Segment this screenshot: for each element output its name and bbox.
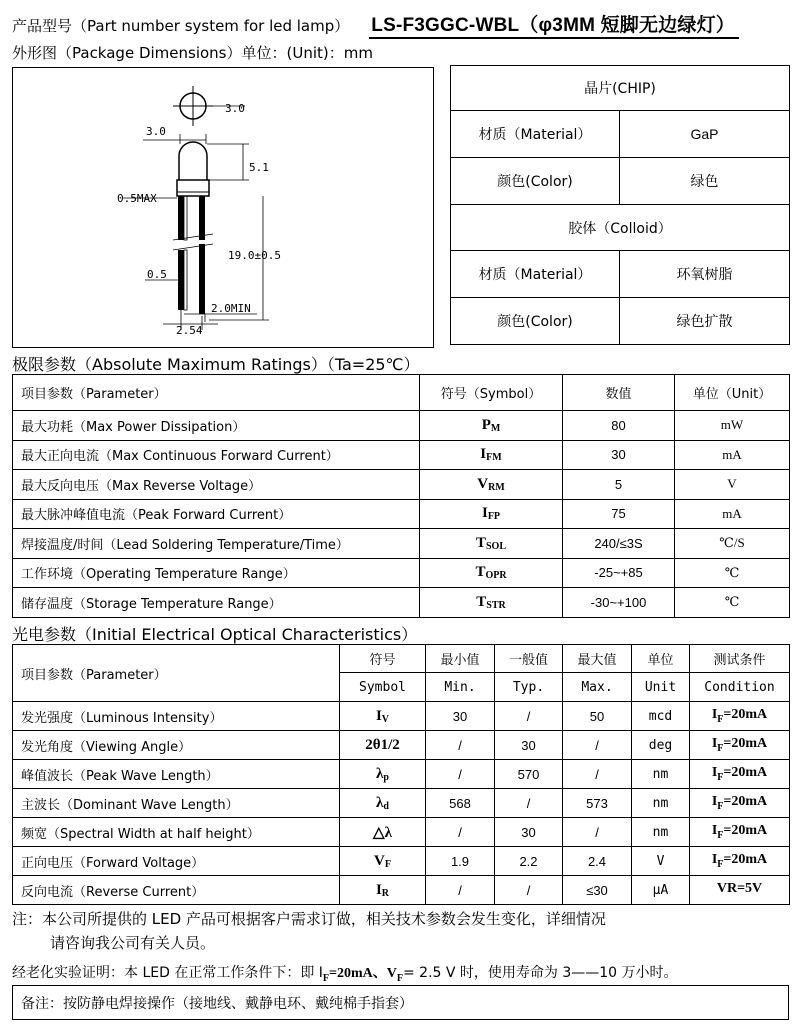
symbol-main: I <box>375 707 382 724</box>
abs-value: -25~+85 <box>563 558 675 588</box>
opt-min: / <box>426 760 495 789</box>
opt-header-min-en: Min. <box>426 673 495 702</box>
dim-pitch: 2.54 <box>176 324 203 337</box>
aging-note <box>12 962 678 984</box>
optical-row <box>13 731 790 760</box>
abs-value: 75 <box>563 499 675 529</box>
symbol-subscript: p <box>383 771 389 783</box>
opt-symbol <box>340 760 426 789</box>
abs-param: 最大反向电压（Max Reverse Voltage） <box>13 470 420 500</box>
abs-param: 最大脉冲峰值电流（Peak Forward Current） <box>13 499 420 529</box>
aging-text-c: = 2.5 V 时，使用寿命为 3——10 万小时。 <box>403 965 678 981</box>
opt-condition <box>690 818 790 847</box>
opt-typ: / <box>495 876 563 905</box>
symbol-main: λ <box>376 765 384 782</box>
opt-param: 发光强度（Luminous Intensity） <box>13 702 340 731</box>
cond-subscript: F <box>717 829 724 841</box>
opt-header-cond-en: Condition <box>690 673 790 702</box>
abs-row <box>13 440 790 470</box>
remark-box <box>12 985 789 1020</box>
abs-symbol <box>420 529 563 559</box>
symbol-main: 2θ1/2 <box>365 736 400 753</box>
cond-subscript: F <box>717 800 724 812</box>
aging-sub-1: F <box>322 972 330 984</box>
part-number: LS-F3GGC-WBL（φ3MM 短脚无边绿灯） <box>369 15 739 39</box>
cond-subscript: F <box>717 713 724 725</box>
symbol-main: I <box>481 505 488 522</box>
optical-row <box>13 702 790 731</box>
opt-header-typ-cn: 一般值 <box>495 645 563 673</box>
abs-unit: ℃ <box>675 558 790 588</box>
dim-flange: 0.5MAX <box>117 192 157 205</box>
opt-header-max-en: Max. <box>563 673 632 702</box>
colloid-color-label: 颜色(Color) <box>451 298 620 345</box>
abs-header-unit: 单位（Unit） <box>675 375 790 411</box>
opt-unit: nm <box>632 760 690 789</box>
colloid-header: 胶体（Colloid） <box>451 205 790 251</box>
opt-condition <box>690 731 790 760</box>
abs-unit: mW <box>675 411 790 441</box>
abs-unit: ℃/S <box>675 529 790 559</box>
opt-condition <box>690 876 790 905</box>
symbol-subscript: V <box>381 713 390 725</box>
opt-unit: mcd <box>632 702 690 731</box>
optical-rows <box>13 702 790 905</box>
opt-max: 50 <box>563 702 632 731</box>
led-outline-diagram <box>13 68 433 347</box>
symbol-subscript: M <box>490 422 501 434</box>
symbol-subscript: R <box>381 887 390 899</box>
opt-max: ≤30 <box>563 876 632 905</box>
dim-min-length: 2.0MIN <box>211 302 251 315</box>
cond-subscript: F <box>717 771 724 783</box>
opt-typ: 570 <box>495 760 563 789</box>
abs-symbol <box>420 470 563 500</box>
abs-row <box>13 411 790 441</box>
cond-subscript: F <box>717 742 724 754</box>
symbol-main: △λ <box>373 824 392 841</box>
opt-unit: μA <box>632 876 690 905</box>
colloid-material-value: 环氧树脂 <box>620 251 790 298</box>
opt-min: / <box>426 818 495 847</box>
symbol-main: V <box>477 475 489 492</box>
cond-main: I <box>711 765 718 781</box>
abs-param: 储存温度（Storage Temperature Range） <box>13 588 420 618</box>
symbol-main: V <box>374 852 385 869</box>
optical-title: 光电参数（Initial Electrical Optical Characteristics） <box>12 625 418 644</box>
symbol-subscript: F <box>384 858 391 870</box>
opt-max: / <box>563 731 632 760</box>
cond-main: VR=5V <box>716 881 763 897</box>
opt-typ: 30 <box>495 818 563 847</box>
package-drawing <box>12 67 434 348</box>
optical-table <box>12 644 790 905</box>
cond-value: =20mA <box>723 794 768 810</box>
opt-typ: 2.2 <box>495 847 563 876</box>
symbol-main: T <box>476 593 487 610</box>
abs-value: 30 <box>563 440 675 470</box>
cond-value: =20mA <box>723 736 768 752</box>
opt-condition <box>690 789 790 818</box>
abs-value: -30~+100 <box>563 588 675 618</box>
symbol-main: P <box>481 416 491 433</box>
abs-value: 80 <box>563 411 675 441</box>
cond-main: I <box>711 794 718 810</box>
opt-unit: nm <box>632 789 690 818</box>
opt-typ: / <box>495 789 563 818</box>
opt-unit: deg <box>632 731 690 760</box>
opt-typ: / <box>495 702 563 731</box>
symbol-subscript: RM <box>488 481 505 493</box>
opt-condition <box>690 702 790 731</box>
abs-row <box>13 558 790 588</box>
opt-unit: nm <box>632 818 690 847</box>
opt-header-typ-en: Typ. <box>495 673 563 702</box>
opt-min: / <box>426 876 495 905</box>
cond-value: =20mA <box>723 823 768 839</box>
opt-symbol <box>340 731 426 760</box>
abs-header-param: 项目参数（Parameter） <box>13 375 420 411</box>
optical-row <box>13 789 790 818</box>
opt-param: 频宽（Spectral Width at half height） <box>13 818 340 847</box>
symbol-subscript: OPR <box>485 570 507 582</box>
dim-lead-width: 0.5 <box>147 268 167 281</box>
dim-lens-height: 5.1 <box>249 161 269 174</box>
abs-max-table <box>12 374 790 618</box>
symbol-subscript: FP <box>487 511 501 523</box>
opt-header-cond-cn: 测试条件 <box>690 645 790 673</box>
opt-unit: V <box>632 847 690 876</box>
abs-value: 240/≤3S <box>563 529 675 559</box>
aging-text-a: 经老化实验证明：本 LED 在正常工作条件下：即 I <box>12 965 323 981</box>
part-number-line <box>12 10 739 37</box>
abs-unit: mA <box>675 440 790 470</box>
opt-symbol <box>340 847 426 876</box>
opt-header-symbol-en: Symbol <box>340 673 426 702</box>
note-line-1: 注：本公司所提供的 LED 产品可根据客户需求订做，相关技术参数会发生变化，详细情况 <box>12 910 606 928</box>
abs-param: 焊接温度/时间（Lead Soldering Temperature/Time） <box>13 529 420 559</box>
part-number-label: 产品型号（Part number system for led lamp） <box>12 17 350 35</box>
opt-typ: 30 <box>495 731 563 760</box>
opt-condition <box>690 847 790 876</box>
colloid-material-label: 材质（Material） <box>451 251 620 298</box>
opt-header-param: 项目参数（Parameter） <box>13 645 340 702</box>
abs-header-value: 数值 <box>563 375 675 411</box>
opt-param: 正向电压（Forward Voltage） <box>13 847 340 876</box>
symbol-main: T <box>475 534 486 551</box>
opt-min: 568 <box>426 789 495 818</box>
abs-max-rows <box>13 411 790 618</box>
abs-row <box>13 470 790 500</box>
opt-max: / <box>563 760 632 789</box>
abs-param: 最大正向电流（Max Continuous Forward Current） <box>13 440 420 470</box>
abs-header-symbol: 符号（Symbol） <box>420 375 563 411</box>
cond-value: =20mA <box>723 765 768 781</box>
symbol-main: λ <box>376 794 384 811</box>
symbol-subscript: STR <box>486 599 506 611</box>
dim-lead-length: 19.0±0.5 <box>228 249 281 262</box>
abs-value: 5 <box>563 470 675 500</box>
abs-symbol <box>420 588 563 618</box>
colloid-color-value: 绿色扩散 <box>620 298 790 345</box>
opt-param: 主波长（Dominant Wave Length） <box>13 789 340 818</box>
abs-row <box>13 588 790 618</box>
abs-symbol <box>420 440 563 470</box>
opt-header-symbol-cn: 符号 <box>340 645 426 673</box>
aging-text-b: =20mA、V <box>329 966 397 981</box>
opt-condition <box>690 760 790 789</box>
opt-min: / <box>426 731 495 760</box>
abs-symbol <box>420 558 563 588</box>
symbol-main: I <box>480 446 487 463</box>
opt-header-unit-en: Unit <box>632 673 690 702</box>
chip-color-label: 颜色(Color) <box>451 158 620 205</box>
opt-max: 573 <box>563 789 632 818</box>
note-line-2: 请咨询我公司有关人员。 <box>50 934 216 952</box>
optical-row <box>13 760 790 789</box>
opt-param: 反向电流（Reverse Current） <box>13 876 340 905</box>
abs-row <box>13 529 790 559</box>
abs-param: 最大功耗（Max Power Dissipation） <box>13 411 420 441</box>
opt-header-min-cn: 最小值 <box>426 645 495 673</box>
opt-param: 发光角度（Viewing Angle） <box>13 731 340 760</box>
cond-main: I <box>711 736 718 752</box>
dim-body-width: 3.0 <box>146 125 166 138</box>
abs-unit: ℃ <box>675 588 790 618</box>
optical-row <box>13 847 790 876</box>
dim-top-diameter: 3.0 <box>225 102 245 115</box>
cond-subscript: F <box>717 858 724 870</box>
cond-main: I <box>711 852 718 868</box>
symbol-subscript: d <box>383 800 389 812</box>
opt-symbol <box>340 818 426 847</box>
chip-material-value: GaP <box>620 111 790 158</box>
chip-material-label: 材质（Material） <box>451 111 620 158</box>
abs-symbol <box>420 411 563 441</box>
opt-symbol <box>340 789 426 818</box>
opt-max: 2.4 <box>563 847 632 876</box>
chip-color-value: 绿色 <box>620 158 790 205</box>
chip-header: 晶片(CHIP) <box>451 66 790 111</box>
abs-row <box>13 499 790 529</box>
symbol-main: I <box>375 881 382 898</box>
symbol-subscript: SOL <box>486 540 507 552</box>
opt-symbol <box>340 876 426 905</box>
opt-min: 30 <box>426 702 495 731</box>
opt-min: 1.9 <box>426 847 495 876</box>
cond-value: =20mA <box>723 707 768 723</box>
opt-param: 峰值波长（Peak Wave Length） <box>13 760 340 789</box>
optical-row <box>13 818 790 847</box>
opt-header-max-cn: 最大值 <box>563 645 632 673</box>
cond-main: I <box>711 707 718 723</box>
abs-unit: V <box>675 470 790 500</box>
opt-max: / <box>563 818 632 847</box>
abs-unit: mA <box>675 499 790 529</box>
cond-main: I <box>711 823 718 839</box>
symbol-subscript: FM <box>486 452 502 464</box>
abs-symbol <box>420 499 563 529</box>
aging-sub-2: F <box>396 972 403 984</box>
opt-symbol <box>340 702 426 731</box>
chip-colloid-table <box>450 65 790 345</box>
optical-row <box>13 876 790 905</box>
remark-text: 备注：按防静电焊接操作（接地线、戴静电环、戴纯棉手指套） <box>13 986 789 1020</box>
opt-header-unit-cn: 单位 <box>632 645 690 673</box>
cond-value: =20mA <box>723 852 768 868</box>
package-dimensions-label: 外形图（Package Dimensions）单位：(Unit)：mm <box>12 44 373 62</box>
abs-param: 工作环境（Operating Temperature Range） <box>13 558 420 588</box>
abs-max-title: 极限参数（Absolute Maximum Ratings）（Ta=25℃） <box>12 355 420 374</box>
symbol-main: T <box>475 564 486 581</box>
